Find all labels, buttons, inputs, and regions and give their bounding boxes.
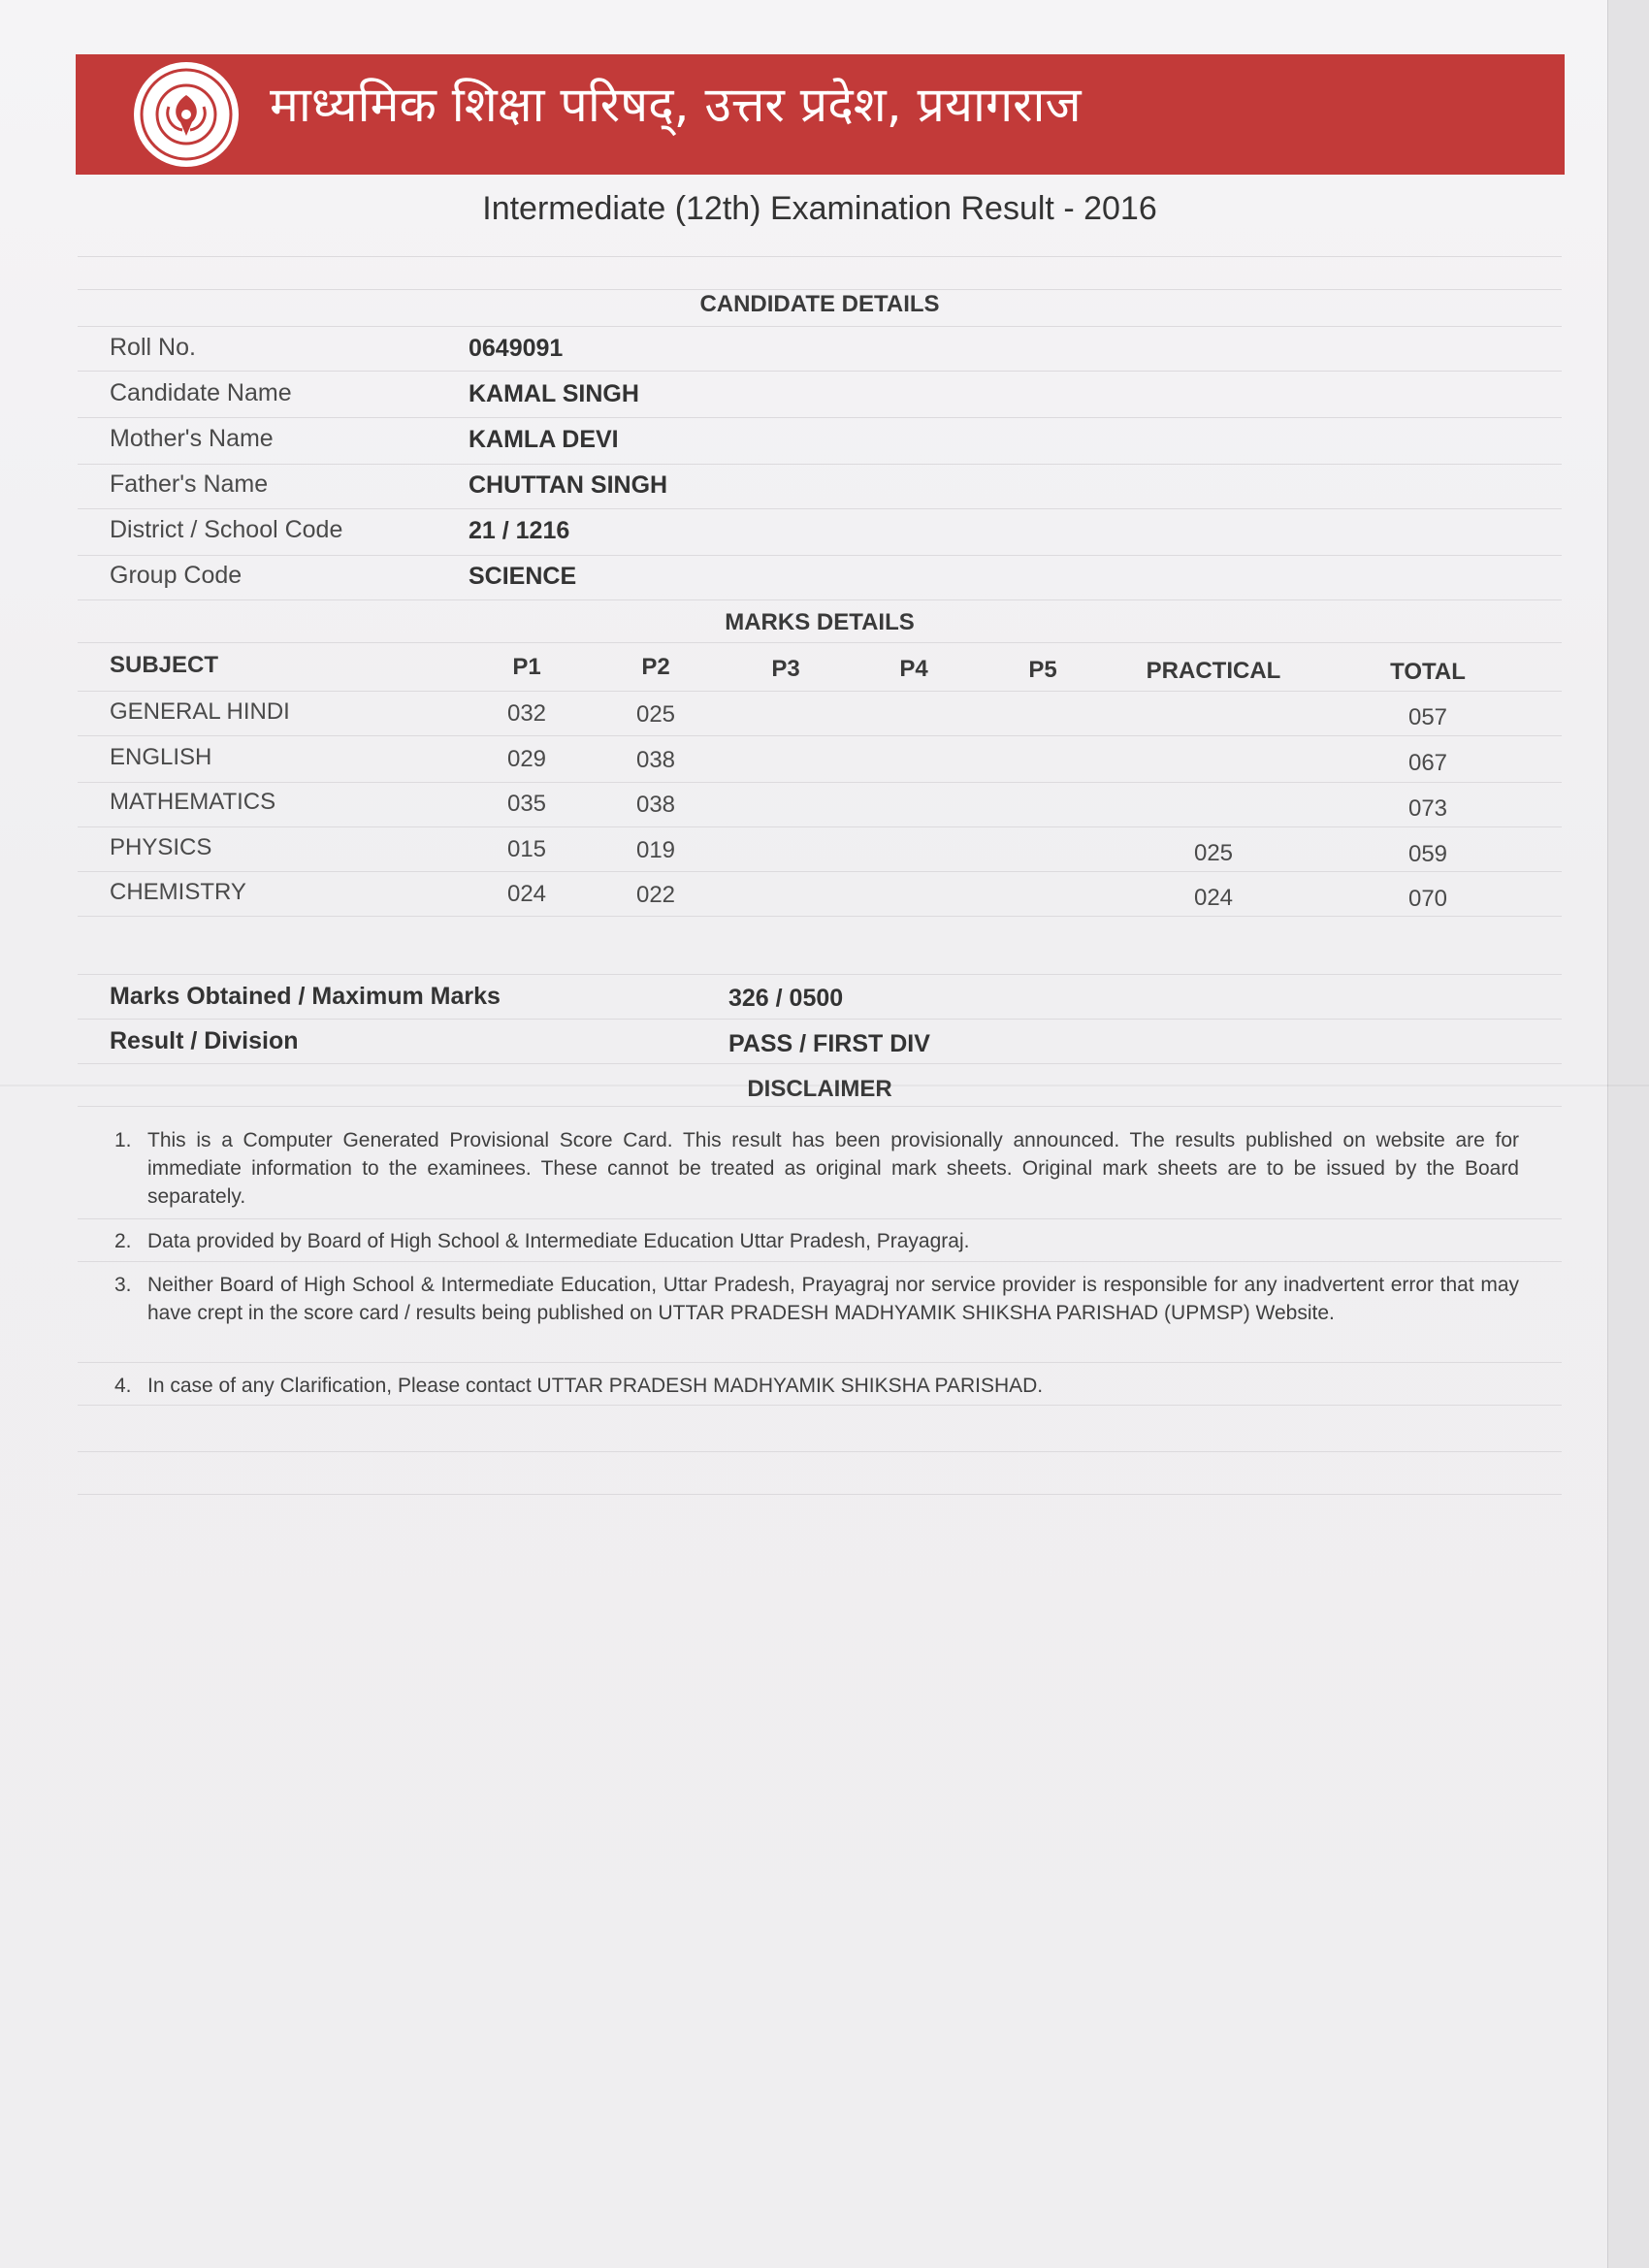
exam-title: Intermediate (12th) Examination Result - 2016	[482, 190, 1157, 227]
divider	[78, 1106, 1562, 1107]
p2-cell: 022	[635, 882, 676, 908]
marks-details-heading: MARKS DETAILS	[725, 609, 915, 635]
district-school-code-label: District / School Code	[110, 516, 343, 543]
candidate-name-label: Candidate Name	[110, 379, 292, 406]
divider	[78, 256, 1562, 257]
group-code-value: SCIENCE	[469, 563, 577, 590]
father-name-label: Father's Name	[110, 470, 269, 498]
total-cell: 067	[1407, 750, 1448, 776]
divider	[78, 555, 1562, 556]
marks-obtained-label: Marks Obtained / Maximum Marks	[110, 983, 501, 1010]
disclaimer-item-number: 1.	[114, 1129, 132, 1151]
p1-cell: 032	[506, 700, 547, 727]
p1-cell: 015	[506, 836, 547, 862]
mother-name-value: KAMLA DEVI	[469, 426, 619, 453]
p1-cell: 024	[506, 881, 547, 907]
subject-cell: PHYSICS	[110, 834, 212, 860]
column-header-p3: P3	[771, 656, 800, 682]
divider	[78, 326, 1562, 327]
board-title: माध्यमिक शिक्षा परिषद्, उत्तर प्रदेश, प्रयागराज	[270, 77, 1082, 133]
mother-name-label: Mother's Name	[110, 425, 274, 452]
page-edge-shadow	[1607, 0, 1649, 2268]
disclaimer-item	[114, 1126, 1519, 1211]
divider	[78, 735, 1562, 736]
practical-cell: 024	[1193, 885, 1234, 911]
candidate-details-heading: CANDIDATE DETAILS	[699, 291, 940, 317]
marks-obtained-value: 326 / 0500	[728, 985, 844, 1012]
column-header-p1: P1	[512, 654, 541, 680]
column-header-subject: SUBJECT	[110, 652, 219, 678]
group-code-label: Group Code	[110, 562, 242, 589]
p1-cell: 035	[506, 791, 547, 817]
disclaimer-heading: DISCLAIMER	[747, 1076, 892, 1102]
upmsp-emblem-icon	[130, 58, 242, 171]
divider	[78, 871, 1562, 872]
roll-no-value: 0649091	[469, 335, 564, 362]
p2-cell: 019	[635, 837, 676, 863]
total-cell: 059	[1407, 841, 1448, 867]
result-division-value: PASS / FIRST DIV	[728, 1030, 930, 1057]
disclaimer-item-text: Neither Board of High School & Intermediate Education, Uttar Pradesh, Prayagraj nor service provider is responsible for any inadvertent error that may have crept in the score card / results being published on UTTAR PRADESH MADHYAMIK SHIKSHA PARISHAD (UPMSP) Website.	[147, 1274, 1519, 1324]
divider	[78, 464, 1562, 465]
divider	[78, 1261, 1562, 1262]
subject-cell: GENERAL HINDI	[110, 698, 290, 725]
result-division-label: Result / Division	[110, 1027, 299, 1054]
column-header-p2: P2	[641, 654, 670, 680]
p2-cell: 025	[635, 701, 676, 728]
column-header-total: TOTAL	[1390, 659, 1466, 685]
divider	[78, 1218, 1562, 1219]
disclaimer-item-text: In case of any Clarification, Please contact UTTAR PRADESH MADHYAMIK SHIKSHA PARISHAD.	[147, 1375, 1044, 1397]
district-school-code-value: 21 / 1216	[469, 517, 570, 544]
subject-cell: MATHEMATICS	[110, 789, 276, 815]
divider	[78, 599, 1562, 600]
divider	[78, 417, 1562, 418]
divider	[78, 691, 1562, 692]
column-header-practical: PRACTICAL	[1146, 658, 1281, 684]
divider	[78, 1494, 1562, 1495]
p2-cell: 038	[635, 747, 676, 773]
divider	[78, 642, 1562, 643]
divider	[78, 1362, 1562, 1363]
p1-cell: 029	[506, 746, 547, 772]
total-cell: 070	[1407, 886, 1448, 912]
candidate-name-value: KAMAL SINGH	[469, 380, 639, 407]
disclaimer-item	[114, 1372, 1519, 1400]
divider	[78, 1063, 1562, 1064]
disclaimer-item-number: 2.	[114, 1230, 132, 1252]
divider	[78, 826, 1562, 827]
disclaimer-item-text: Data provided by Board of High School & Intermediate Education Uttar Pradesh, Prayagraj.	[147, 1230, 970, 1252]
divider	[78, 371, 1562, 372]
p2-cell: 038	[635, 792, 676, 818]
practical-cell: 025	[1193, 840, 1234, 866]
divider	[78, 974, 1562, 975]
total-cell: 057	[1407, 704, 1448, 730]
disclaimer-item	[114, 1227, 1519, 1255]
roll-no-label: Roll No.	[110, 334, 196, 361]
divider	[78, 289, 1562, 290]
divider	[78, 1451, 1562, 1452]
column-header-p4: P4	[899, 656, 928, 682]
divider	[78, 1405, 1562, 1406]
subject-cell: ENGLISH	[110, 744, 212, 770]
divider	[78, 508, 1562, 509]
column-header-p5: P5	[1028, 657, 1057, 683]
divider	[78, 916, 1562, 917]
disclaimer-item-text: This is a Computer Generated Provisional Score Card. This result has been provisionally announced. The results published on website are for immediate information to the examinees. These cannot be treated as original mark sheets. Original mark sheets are to be issued by the Board separately.	[147, 1129, 1519, 1208]
divider	[78, 782, 1562, 783]
divider	[78, 1019, 1562, 1020]
subject-cell: CHEMISTRY	[110, 879, 246, 905]
total-cell: 073	[1407, 795, 1448, 822]
father-name-value: CHUTTAN SINGH	[469, 471, 668, 499]
disclaimer-item-number: 4.	[114, 1375, 132, 1397]
disclaimer-item	[114, 1271, 1519, 1327]
disclaimer-item-number: 3.	[114, 1274, 132, 1296]
